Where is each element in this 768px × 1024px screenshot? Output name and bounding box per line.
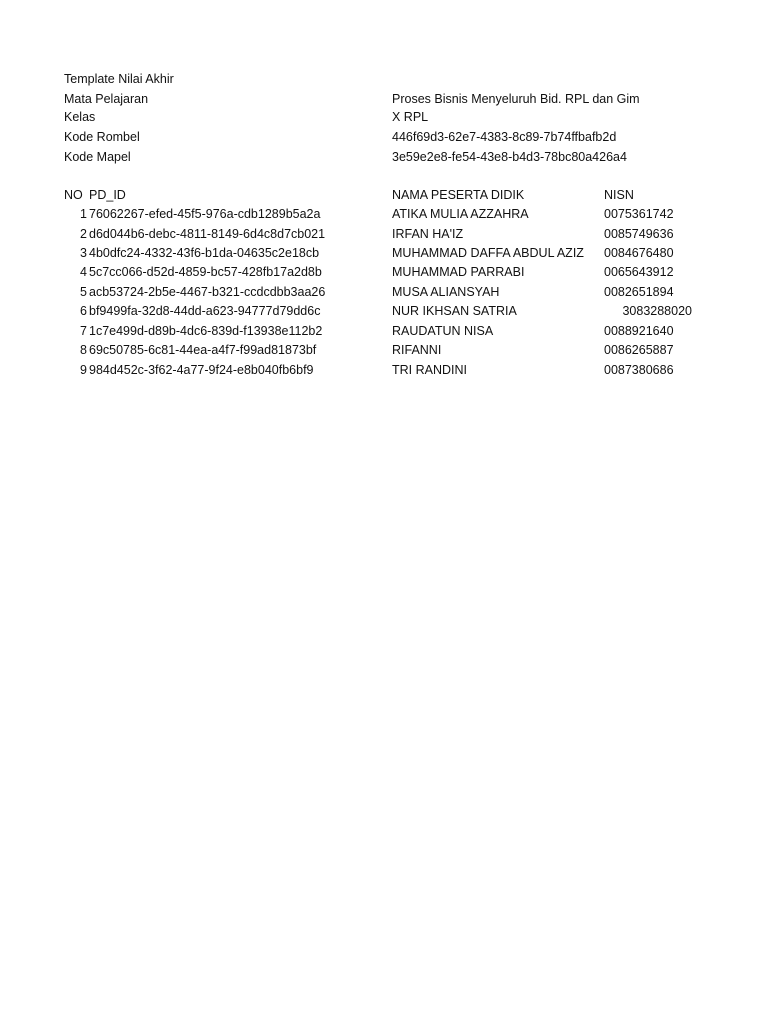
row-nama: RAUDATUN NISA	[392, 324, 494, 338]
row-nama: MUHAMMAD DAFFA ABDUL AZIZ	[392, 246, 584, 260]
row-nama: IRFAN HA'IZ	[392, 227, 464, 241]
row-nisn: 0075361742	[604, 207, 674, 221]
column-header-nisn: NISN	[604, 188, 634, 202]
row-no: 9	[80, 363, 87, 377]
column-header-no: NO	[64, 188, 83, 202]
row-nama: RIFANNI	[392, 343, 442, 357]
row-pd-id: acb53724-2b5e-4467-b321-ccdcdbb3aa26	[89, 285, 326, 299]
row-nisn: 3083288020	[622, 304, 692, 318]
row-nama: NUR IKHSAN SATRIA	[392, 304, 517, 318]
row-pd-id: 984d452c-3f62-4a77-9f24-e8b040fb6bf9	[89, 363, 314, 377]
row-nama: TRI RANDINI	[392, 363, 467, 377]
row-no: 7	[80, 324, 87, 338]
row-nisn: 0087380686	[604, 363, 674, 377]
mata-pelajaran-label: Mata Pelajaran	[64, 92, 149, 106]
row-nisn: 0082651894	[604, 285, 674, 299]
kode-rombel-label: Kode Rombel	[64, 130, 140, 144]
row-pd-id: 5c7cc066-d52d-4859-bc57-428fb17a2d8b	[89, 265, 322, 279]
kode-rombel-value: 446f69d3-62e7-4383-8c89-7b74ffbafb2d	[392, 130, 617, 144]
kode-mapel-label: Kode Mapel	[64, 150, 131, 164]
row-nisn: 0086265887	[604, 343, 674, 357]
mata-pelajaran-value: Proses Bisnis Menyeluruh Bid. RPL dan Gim	[392, 92, 640, 106]
row-nama: MUSA ALIANSYAH	[392, 285, 500, 299]
kode-mapel-value: 3e59e2e8-fe54-43e8-b4d3-78bc80a426a4	[392, 150, 627, 164]
row-no: 2	[80, 227, 87, 241]
row-pd-id: 1c7e499d-d89b-4dc6-839d-f13938e112b2	[89, 324, 323, 338]
row-pd-id: d6d044b6-debc-4811-8149-6d4c8d7cb021	[89, 227, 326, 241]
column-header-nama: NAMA PESERTA DIDIK	[392, 188, 525, 202]
row-nisn: 0065643912	[604, 265, 674, 279]
row-no: 6	[80, 304, 87, 318]
row-pd-id: 69c50785-6c81-44ea-a4f7-f99ad81873bf	[89, 343, 317, 357]
kelas-label: Kelas	[64, 110, 96, 124]
row-nisn: 0085749636	[604, 227, 674, 241]
row-no: 1	[80, 207, 87, 221]
row-pd-id: 76062267-efed-45f5-976a-cdb1289b5a2a	[89, 207, 321, 221]
row-nisn: 0084676480	[604, 246, 674, 260]
row-no: 4	[80, 265, 87, 279]
row-no: 5	[80, 285, 87, 299]
row-no: 8	[80, 343, 87, 357]
column-header-pd-id: PD_ID	[89, 188, 126, 202]
row-nama: ATIKA MULIA AZZAHRA	[392, 207, 529, 221]
row-pd-id: 4b0dfc24-4332-43f6-b1da-04635c2e18cb	[89, 246, 320, 260]
row-pd-id: bf9499fa-32d8-44dd-a623-94777d79dd6c	[89, 304, 321, 318]
document-title: Template Nilai Akhir	[64, 72, 174, 86]
kelas-value: X RPL	[392, 110, 429, 124]
row-no: 3	[80, 246, 87, 260]
row-nisn: 0088921640	[604, 324, 674, 338]
row-nama: MUHAMMAD PARRABI	[392, 265, 525, 279]
